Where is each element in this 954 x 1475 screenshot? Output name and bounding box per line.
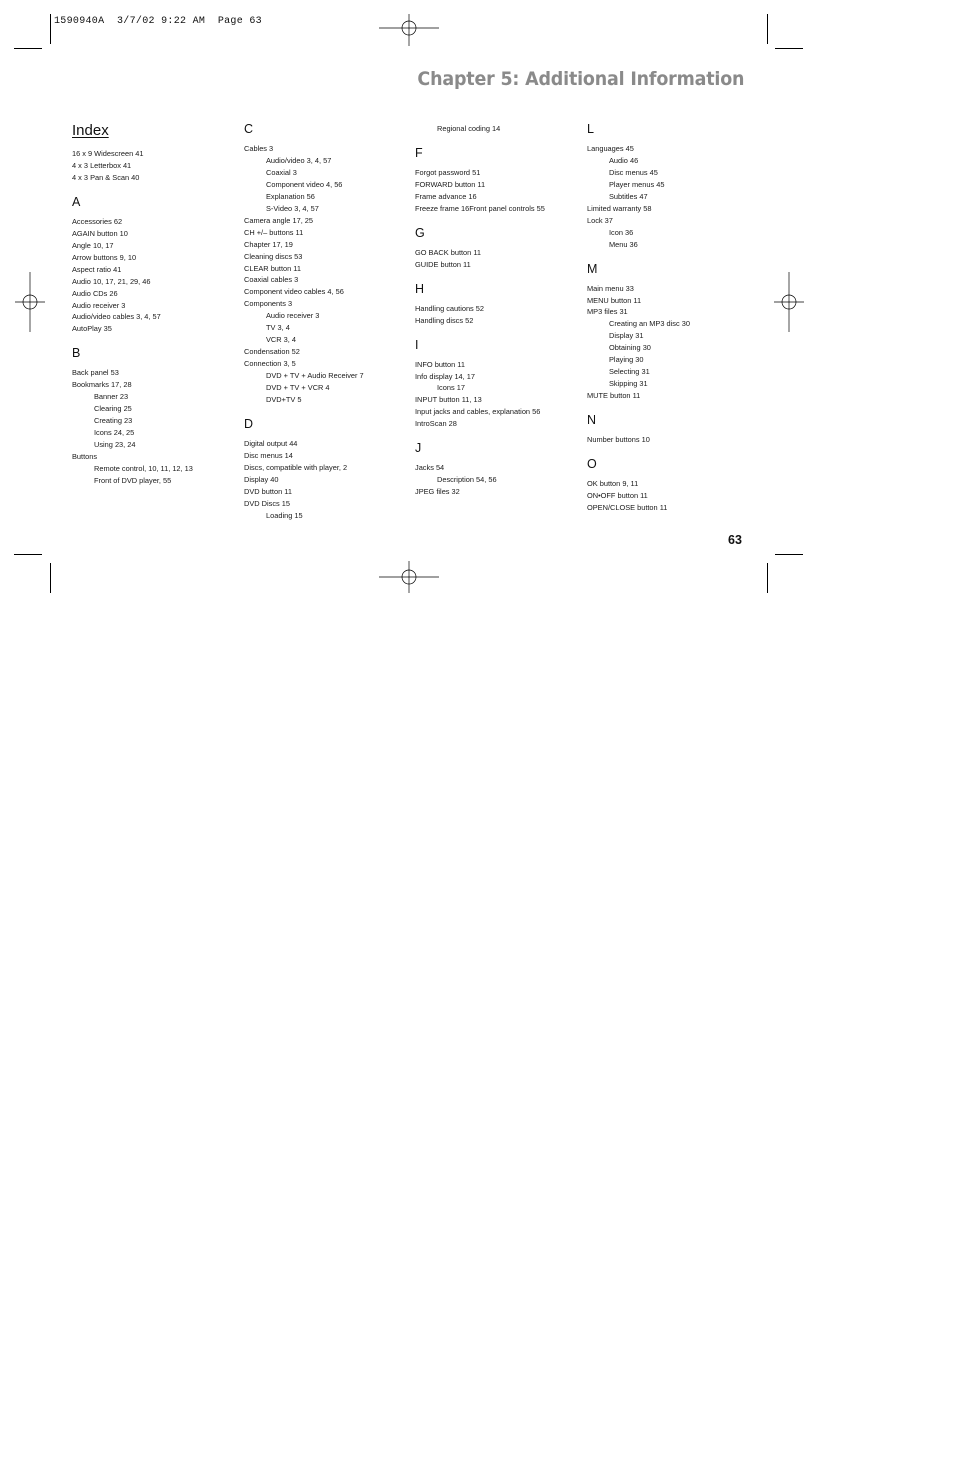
index-entry: Cables 3 — [244, 144, 274, 153]
index-letter-heading: F — [415, 145, 423, 160]
index-letter-heading: O — [587, 457, 597, 471]
index-entry: Discs, compatible with player, 2 — [244, 462, 348, 472]
index-entry: Number buttons 10 — [587, 435, 650, 444]
index-entry: MP3 files 31 — [587, 307, 628, 317]
index-subentry: Using 23, 24 — [94, 440, 136, 449]
index-entry: OPEN/CLOSE button 11 — [587, 502, 668, 512]
index-entry: Handling cautions 52 — [415, 303, 485, 313]
index-entry: Coaxial cables 3 — [244, 275, 299, 285]
index-subentry: TV 3, 4 — [266, 323, 290, 333]
index-subentry: Playing 30 — [609, 355, 644, 365]
index-letter-heading: G — [415, 225, 425, 240]
index-subentry: Menu 36 — [609, 239, 638, 249]
index-entry: Audio receiver 3 — [72, 300, 126, 310]
index-subentry: Player menus 45 — [609, 179, 665, 189]
index-subentry: Coaxial 3 — [266, 167, 297, 177]
index-subentry: Creating an MP3 disc 30 — [609, 319, 690, 329]
index-entry: Display 40 — [244, 474, 279, 484]
crop-mark-bottom-right-v — [767, 563, 768, 593]
crop-mark-top-left-v — [50, 14, 51, 44]
index-entry: Chapter 17, 19 — [244, 239, 293, 249]
index-subentry: S-Video 3, 4, 57 — [266, 203, 319, 213]
index-entry: Digital output 44 — [244, 438, 298, 448]
index-entry: OK button 9, 11 — [587, 479, 639, 488]
index-entry: Freeze frame 16Front panel controls 55 — [415, 203, 545, 213]
index-letter-heading: I — [415, 337, 419, 352]
index-entry: Back panel 53 — [72, 368, 119, 378]
index-subentry: Explanation 56 — [266, 191, 315, 201]
index-entry: CH +/– buttons 11 — [244, 227, 304, 237]
index-entry: Accessories 62 — [72, 216, 123, 226]
index-subentry: DVD + TV + Audio Receiver 7 — [266, 371, 364, 380]
index-entry: Jacks 54 — [415, 463, 445, 473]
index-entry: IntroScan 28 — [415, 419, 457, 429]
crop-mark-top-right-h — [775, 48, 803, 49]
crop-mark-bottom-left-v — [50, 563, 51, 593]
index-subentry: Audio/video 3, 4, 57 — [266, 155, 332, 165]
index-entry: Components 3 — [244, 299, 293, 309]
print-slug-line: 1590940A 3/7/02 9:22 AM Page 63 — [54, 16, 262, 27]
index-subentry: Selecting 31 — [609, 367, 650, 377]
index-entry: Audio 10, 17, 21, 29, 46 — [72, 276, 151, 286]
index-subentry: Audio 46 — [609, 155, 639, 165]
index-subentry: Clearing 25 — [94, 404, 132, 414]
index-subentry: Regional coding 14 — [437, 124, 501, 133]
index-entry: Audio CDs 26 — [72, 288, 118, 298]
index-subentry: Skipping 31 — [609, 379, 648, 389]
index-entry: Camera angle 17, 25 — [244, 215, 314, 225]
index-entry: Arrow buttons 9, 10 — [72, 252, 137, 262]
index-entry: DVD Discs 15 — [244, 498, 290, 508]
index-entry: GUIDE button 11 — [415, 259, 471, 269]
index-entry: Condensation 52 — [244, 347, 300, 357]
index-entry: Main menu 33 — [587, 283, 634, 293]
index-letter-heading: M — [587, 261, 598, 276]
index-entry: Languages 45 — [587, 144, 634, 153]
index-letter-heading: H — [415, 281, 425, 296]
index-subentry: Display 31 — [609, 331, 644, 341]
chapter-title: Chapter 5: Additional Information — [417, 68, 744, 90]
index-entry: MUTE button 11 — [587, 391, 641, 401]
index-entry: Component video cables 4, 56 — [244, 287, 344, 297]
index-entry: 4 x 3 Pan & Scan 40 — [72, 172, 140, 182]
index-entry: Input jacks and cables, explanation 56 — [415, 407, 541, 417]
crop-mark-bottom-left-h — [14, 554, 42, 555]
index-entry: Buttons — [72, 452, 98, 461]
index-entry: Angle 10, 17 — [72, 240, 114, 250]
index-subentry: Icons 24, 25 — [94, 428, 135, 438]
index-subentry: Description 54, 56 — [437, 475, 497, 485]
index-subentry: Creating 23 — [94, 416, 133, 426]
index-subentry: Icons 17 — [437, 383, 465, 393]
index-title: Index — [72, 122, 109, 139]
index-entry: AGAIN button 10 — [72, 228, 128, 238]
index-subentry: DVD + TV + VCR 4 — [266, 383, 330, 392]
registration-mark-left-icon — [0, 272, 60, 332]
index-entry: JPEG files 32 — [415, 487, 460, 497]
index-subentry: Subtitles 47 — [609, 191, 648, 201]
index-entry: Disc menus 14 — [244, 450, 293, 460]
index-entry: 16 x 9 Widescreen 41 — [72, 149, 144, 158]
index-entry: Audio/video cables 3, 4, 57 — [72, 312, 161, 322]
index-subentry: Front of DVD player, 55 — [94, 475, 172, 485]
index-letter-heading: D — [244, 416, 254, 431]
index-entry: GO BACK button 11 — [415, 247, 482, 257]
crop-mark-bottom-right-h — [775, 554, 803, 555]
index-entry: Forgot password 51 — [415, 167, 481, 177]
index-entry: AutoPlay 35 — [72, 324, 112, 334]
index-entry: Cleaning discs 53 — [244, 251, 303, 261]
index-subentry: Banner 23 — [94, 392, 129, 402]
crop-mark-top-right-v — [767, 14, 768, 44]
index-subentry: Audio receiver 3 — [266, 311, 320, 321]
index-letter-heading: C — [244, 122, 254, 136]
index-entry: Aspect ratio 41 — [72, 264, 122, 274]
crop-mark-top-left-h — [14, 48, 42, 49]
index-entry: Handling discs 52 — [415, 315, 474, 325]
index-subentry: Component video 4, 56 — [266, 179, 343, 189]
index-entry: CLEAR button 11 — [244, 263, 301, 273]
page-number: 63 — [728, 533, 742, 547]
index-entry: MENU button 11 — [587, 295, 642, 305]
index-letter-heading: L — [587, 122, 594, 136]
index-subentry: Icon 36 — [609, 227, 634, 237]
index-entry: Info display 14, 17 — [415, 371, 475, 381]
index-subentry: DVD+TV 5 — [266, 394, 302, 404]
index-entry: FORWARD button 11 — [415, 179, 486, 189]
index-letter-heading: N — [587, 413, 597, 428]
index-letter-heading: B — [72, 346, 81, 361]
index-entry: Bookmarks 17, 28 — [72, 380, 132, 390]
index-letter-heading: J — [415, 441, 422, 456]
index-entry: INFO button 11 — [415, 359, 465, 369]
index-subentry: Loading 15 — [266, 510, 303, 520]
registration-mark-bottom-icon — [379, 547, 439, 607]
index-entry: Limited warranty 58 — [587, 203, 652, 213]
index-entry: Frame advance 16 — [415, 191, 477, 201]
index-subentry: Disc menus 45 — [609, 167, 658, 177]
index-letter-heading: A — [72, 194, 81, 209]
index-entry: Connection 3, 5 — [244, 359, 296, 369]
registration-mark-right-icon — [759, 272, 819, 332]
index-subentry: VCR 3, 4 — [266, 335, 296, 345]
index-subentry: Obtaining 30 — [609, 343, 651, 353]
registration-mark-top-icon — [379, 0, 439, 60]
index-entry: INPUT button 11, 13 — [415, 395, 482, 405]
index-subentry: Remote control, 10, 11, 12, 13 — [94, 463, 193, 473]
index-entry: Lock 37 — [587, 215, 613, 225]
index-entry: DVD button 11 — [244, 486, 292, 496]
index-entry: ON•OFF button 11 — [587, 490, 648, 500]
index-entry: 4 x 3 Letterbox 41 — [72, 160, 132, 170]
